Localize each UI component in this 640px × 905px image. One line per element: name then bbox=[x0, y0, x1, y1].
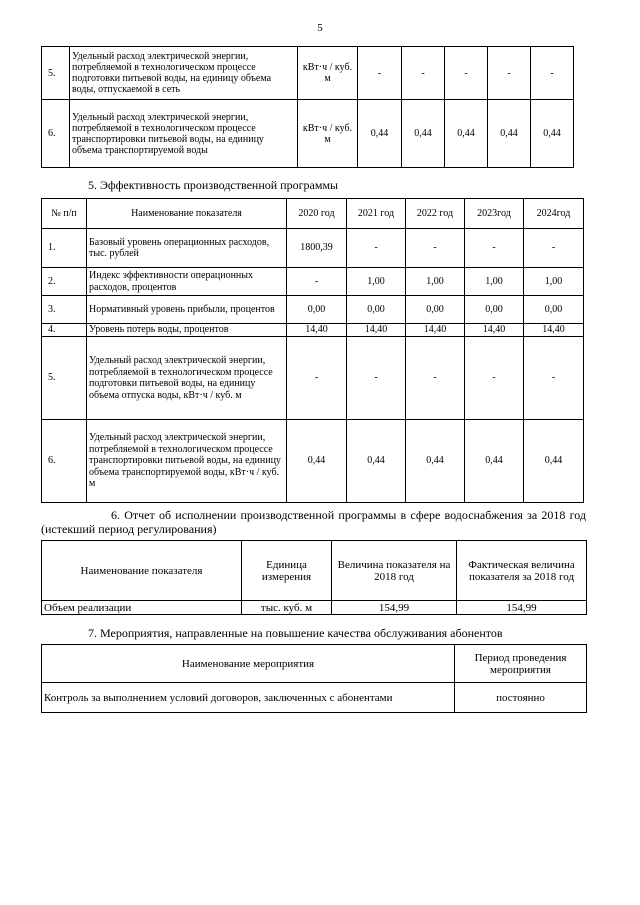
row-number: 3. bbox=[42, 296, 87, 324]
column-header-year: 2020 год bbox=[287, 199, 347, 229]
row-number: 5. bbox=[42, 337, 87, 420]
row-number: 6. bbox=[42, 100, 70, 168]
table-row bbox=[42, 47, 574, 100]
value-cell: - bbox=[531, 47, 574, 100]
efficiency-table bbox=[41, 198, 584, 503]
value-cell: 0,00 bbox=[406, 296, 465, 324]
unit-cell: кВт·ч / куб. м bbox=[298, 100, 358, 168]
value-cell: 0,00 bbox=[347, 296, 406, 324]
measure-period: постоянно bbox=[455, 683, 587, 713]
value-cell: - bbox=[347, 337, 406, 420]
value-cell: 0,44 bbox=[465, 420, 524, 503]
indicator-name: Базовый уровень операционных расходов, тыс. рублей bbox=[87, 229, 287, 268]
column-header-period: Период проведения мероприятия bbox=[455, 645, 587, 683]
indicator-name: Удельный расход электрической энергии, потребляемой в технологическом процессе подготовки питьевой воды, на единицу объема воды, отпускаемой в сеть bbox=[70, 47, 298, 100]
value-cell: 1,00 bbox=[524, 268, 584, 296]
indicator-name: Удельный расход электрической энергии, потребляемой в технологическом процессе транспортировки питьевой воды, на единицу объема транспортируемой воды, кВт·ч / куб. м bbox=[87, 420, 287, 503]
column-header-name: Наименование показателя bbox=[42, 541, 242, 601]
report-table bbox=[41, 540, 587, 615]
value-cell: 0,44 bbox=[531, 100, 574, 168]
value-cell: 0,44 bbox=[347, 420, 406, 503]
column-header-planned: Величина показателя на 2018 год bbox=[332, 541, 457, 601]
value-cell: - bbox=[465, 337, 524, 420]
table-row bbox=[42, 420, 584, 503]
row-number: 6. bbox=[42, 420, 87, 503]
column-header-actual: Фактическая величина показателя за 2018 год bbox=[457, 541, 587, 601]
indicator-name: Объем реализации bbox=[42, 601, 242, 615]
table-row bbox=[42, 296, 584, 324]
table-row bbox=[42, 337, 584, 420]
indicator-name: Индекс эффективности операционных расходов, процентов bbox=[87, 268, 287, 296]
table-header-row bbox=[42, 199, 584, 229]
column-header-year: 2022 год bbox=[406, 199, 465, 229]
indicators-table-continued bbox=[41, 46, 574, 168]
column-header-year: 2021 год bbox=[347, 199, 406, 229]
page-number: 5 bbox=[317, 22, 323, 34]
value-cell: 0,44 bbox=[524, 420, 584, 503]
measures-table bbox=[41, 644, 587, 713]
value-cell: - bbox=[402, 47, 445, 100]
value-cell: 1,00 bbox=[406, 268, 465, 296]
value-cell: 1800,39 bbox=[287, 229, 347, 268]
value-cell: - bbox=[445, 47, 488, 100]
table-row bbox=[42, 324, 584, 337]
table-header-row bbox=[42, 645, 587, 683]
column-header-measure: Наименование мероприятия bbox=[42, 645, 455, 683]
value-cell: 0,44 bbox=[406, 420, 465, 503]
column-header-name: Наименование показателя bbox=[87, 199, 287, 229]
row-number: 2. bbox=[42, 268, 87, 296]
value-cell: 154,99 bbox=[457, 601, 587, 615]
value-cell: 14,40 bbox=[465, 324, 524, 337]
value-cell: - bbox=[358, 47, 402, 100]
table-row bbox=[42, 229, 584, 268]
section-6-heading-text: 6. Отчет об исполнении производственной программы в сфере водоснабжения за 2018 год (истекший период регулирования) bbox=[41, 508, 586, 536]
unit-cell: кВт·ч / куб. м bbox=[298, 47, 358, 100]
value-cell: 0,44 bbox=[287, 420, 347, 503]
value-cell: 14,40 bbox=[524, 324, 584, 337]
indicator-name: Удельный расход электрической энергии, потребляемой в технологическом процессе транспортировки питьевой воды, на единицу объема транспортируемой воды bbox=[70, 100, 298, 168]
value-cell: 0,44 bbox=[445, 100, 488, 168]
value-cell: 0,44 bbox=[402, 100, 445, 168]
column-header-number: № п/п bbox=[42, 199, 87, 229]
value-cell: - bbox=[287, 337, 347, 420]
value-cell: - bbox=[465, 229, 524, 268]
value-cell: 0,00 bbox=[465, 296, 524, 324]
value-cell: 0,00 bbox=[287, 296, 347, 324]
value-cell: 0,44 bbox=[488, 100, 531, 168]
measure-name: Контроль за выполнением условий договоров, заключенных с абонентами bbox=[42, 683, 455, 713]
value-cell: 14,40 bbox=[347, 324, 406, 337]
value-cell: - bbox=[524, 337, 584, 420]
table-row bbox=[42, 683, 587, 713]
value-cell: - bbox=[524, 229, 584, 268]
value-cell: 14,40 bbox=[287, 324, 347, 337]
row-number: 1. bbox=[42, 229, 87, 268]
table-row bbox=[42, 268, 584, 296]
value-cell: - bbox=[287, 268, 347, 296]
table-row bbox=[42, 100, 574, 168]
row-number: 5. bbox=[42, 47, 70, 100]
indicator-name: Нормативный уровень прибыли, процентов bbox=[87, 296, 287, 324]
table-row bbox=[42, 601, 587, 615]
unit-cell: тыс. куб. м bbox=[242, 601, 332, 615]
value-cell: - bbox=[488, 47, 531, 100]
value-cell: 1,00 bbox=[347, 268, 406, 296]
value-cell: 0,00 bbox=[524, 296, 584, 324]
row-number: 4. bbox=[42, 324, 87, 337]
value-cell: 1,00 bbox=[465, 268, 524, 296]
indicator-name: Уровень потерь воды, процентов bbox=[87, 324, 287, 337]
value-cell: - bbox=[406, 229, 465, 268]
column-header-unit: Единица измерения bbox=[242, 541, 332, 601]
section-7-heading: 7. Мероприятия, направленные на повышение качества обслуживания абонентов bbox=[88, 626, 503, 640]
section-5-heading: 5. Эффективность производственной программы bbox=[88, 178, 339, 192]
value-cell: - bbox=[406, 337, 465, 420]
value-cell: 154,99 bbox=[332, 601, 457, 615]
value-cell: 0,44 bbox=[358, 100, 402, 168]
value-cell: 14,40 bbox=[406, 324, 465, 337]
column-header-year: 2023год bbox=[465, 199, 524, 229]
value-cell: - bbox=[347, 229, 406, 268]
table-header-row bbox=[42, 541, 587, 601]
section-6-heading bbox=[41, 508, 586, 536]
column-header-year: 2024год bbox=[524, 199, 584, 229]
indicator-name: Удельный расход электрической энергии, потребляемой в технологическом процессе подготовки питьевой воды, на единицу объема отпуска воды, кВт·ч / куб. м bbox=[87, 337, 287, 420]
